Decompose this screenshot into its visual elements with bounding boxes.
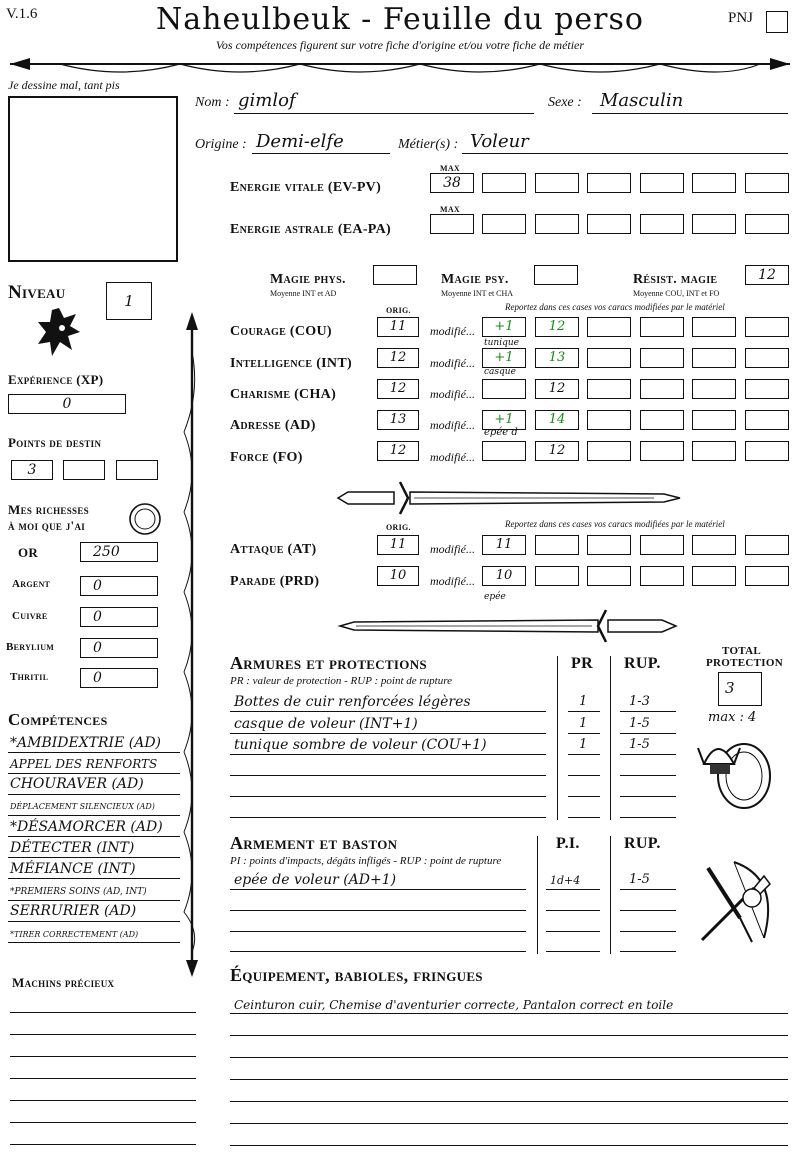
armures-rup-header: RUP. xyxy=(624,655,661,672)
sexe-label: Sexe : xyxy=(548,95,582,110)
courage-orig-box[interactable] xyxy=(377,317,419,337)
ea-max-label: MAX xyxy=(440,205,461,214)
experience-label: Expérience (XP) xyxy=(8,372,104,387)
metier-line xyxy=(462,153,788,154)
combat-box[interactable] xyxy=(745,535,789,555)
ea-box[interactable] xyxy=(587,214,631,234)
courage-mod-value: +1 xyxy=(494,319,514,334)
competence-item[interactable]: CHOURAVER (AD) xyxy=(10,776,144,792)
ea-box[interactable] xyxy=(692,214,736,234)
carac-box[interactable] xyxy=(745,317,789,337)
ea-box[interactable] xyxy=(640,214,684,234)
armement-divider xyxy=(537,836,538,954)
armure-line xyxy=(568,711,600,712)
resist-magie-label: Résist. magie xyxy=(633,272,718,287)
combat-box[interactable] xyxy=(587,566,631,586)
metier-label: Métier(s) : xyxy=(398,137,459,152)
armure-row-pr[interactable]: 1 xyxy=(579,737,588,752)
parade-orig-value: 10 xyxy=(389,568,407,583)
magie-psy-sub: Moyenne INT et CHA xyxy=(441,289,514,298)
armures-divider xyxy=(557,656,558,820)
competence-line xyxy=(8,815,180,816)
intelligence-final-box[interactable] xyxy=(535,348,579,368)
pnj-checkbox[interactable] xyxy=(766,11,788,33)
combat-note: Reportez dans ces cases vos caracs modifiées par le matériel xyxy=(505,519,725,529)
parade-mod-box[interactable] xyxy=(482,566,526,586)
armure-row-pr[interactable]: 1 xyxy=(579,694,588,709)
ev-box[interactable] xyxy=(692,173,736,193)
courage-final-box[interactable] xyxy=(535,317,579,337)
niveau-value: 1 xyxy=(124,292,134,310)
berylium-box[interactable] xyxy=(80,638,158,658)
armure-line xyxy=(568,796,600,797)
or-value: 250 xyxy=(93,544,120,560)
destin-box[interactable] xyxy=(63,460,105,480)
carac-box[interactable] xyxy=(640,441,684,461)
or-label: OR xyxy=(18,545,39,560)
carac-box[interactable] xyxy=(692,379,736,399)
carac-box[interactable] xyxy=(587,410,631,430)
competence-item[interactable]: *TIRER CORRECTEMENT (AD) xyxy=(10,930,139,939)
competence-item[interactable]: SERRURIER (AD) xyxy=(10,903,137,919)
armure-line xyxy=(230,775,546,776)
cuivre-value: 0 xyxy=(93,609,102,625)
force-mod-box[interactable] xyxy=(482,441,526,461)
total-protection-label-2: PROTECTION xyxy=(706,657,783,669)
armures-sub: PR : valeur de protection - RUP : point de rupture xyxy=(230,675,452,687)
ev-box[interactable] xyxy=(587,173,631,193)
armure-row-pr[interactable]: 1 xyxy=(579,716,588,731)
arme-row-pi[interactable]: 1d+4 xyxy=(550,874,581,887)
competence-item[interactable]: *AMBIDEXTRIE (AD) xyxy=(10,735,162,751)
competence-item[interactable]: DÉPLACEMENT SILENCIEUX (AD) xyxy=(10,802,155,811)
armure-line xyxy=(620,754,676,755)
metier-value[interactable]: Voleur xyxy=(470,131,529,152)
combat-orig-label: ORIG. xyxy=(386,523,411,532)
machins-title: Machins précieux xyxy=(12,975,115,990)
force-label: Force (FO) xyxy=(230,450,303,465)
ev-max-value: 38 xyxy=(443,175,461,191)
origine-value[interactable]: Demi-elfe xyxy=(256,131,344,152)
equipement-line xyxy=(230,1057,788,1058)
armure-line xyxy=(230,733,546,734)
armure-row-rup[interactable]: 1-5 xyxy=(629,737,650,752)
armure-line xyxy=(568,754,600,755)
cuivre-label: Cuivre xyxy=(12,610,48,622)
equipement-line xyxy=(230,1123,788,1124)
equipement-line xyxy=(230,1079,788,1080)
carac-box[interactable] xyxy=(692,410,736,430)
or-box[interactable] xyxy=(80,542,158,562)
total-protection-label: TOTAL xyxy=(722,645,761,657)
competence-item[interactable]: DÉTECTER (INT) xyxy=(10,840,135,856)
combat-box[interactable] xyxy=(692,535,736,555)
sexe-value[interactable]: Masculin xyxy=(600,90,684,111)
carac-box[interactable] xyxy=(587,317,631,337)
weapons-icon xyxy=(694,858,784,950)
machins-line xyxy=(10,1100,196,1101)
modifie-label: modifié... xyxy=(430,387,475,401)
arme-line xyxy=(230,889,526,890)
adresse-final-box[interactable] xyxy=(535,410,579,430)
competence-line xyxy=(8,942,180,943)
competences-title: Compétences xyxy=(8,710,108,729)
armure-line xyxy=(620,711,676,712)
arme-line xyxy=(546,889,600,890)
argent-box[interactable] xyxy=(80,576,158,596)
combat-box[interactable] xyxy=(640,535,684,555)
nom-line xyxy=(234,113,534,114)
cuivre-box[interactable] xyxy=(80,607,158,627)
sword-ornament-icon xyxy=(336,606,682,646)
armure-row-name[interactable]: casque de voleur (INT+1) xyxy=(234,716,418,732)
adresse-label: Adresse (AD) xyxy=(230,418,316,433)
resist-magie-box[interactable] xyxy=(745,265,789,285)
ev-box[interactable] xyxy=(640,173,684,193)
charisme-final-box[interactable] xyxy=(535,379,579,399)
berylium-value: 0 xyxy=(93,640,102,656)
helmet-shield-icon xyxy=(694,728,774,812)
carac-box[interactable] xyxy=(640,348,684,368)
arme-row-rup[interactable]: 1-5 xyxy=(629,872,650,887)
equipement-line-text[interactable]: Ceinturon cuir, Chemise d'aventurier correcte, Pantalon correct en toile xyxy=(234,998,674,1012)
caracs-orig-label: ORIG. xyxy=(386,306,411,315)
destin-label: Points de destin xyxy=(8,435,102,450)
pnj-label: PNJ xyxy=(728,10,754,26)
arme-line xyxy=(620,951,676,952)
adresse-mod-note: epée d xyxy=(484,427,518,438)
nom-value[interactable]: gimlof xyxy=(238,90,296,111)
carac-box[interactable] xyxy=(640,379,684,399)
version-label: V.1.6 xyxy=(6,6,38,22)
carac-box[interactable] xyxy=(587,348,631,368)
arme-line xyxy=(620,931,676,932)
force-final-value: 12 xyxy=(548,443,566,458)
armure-row-rup[interactable]: 1-3 xyxy=(629,694,650,709)
machins-line xyxy=(10,1144,196,1145)
equipement-line xyxy=(230,1013,788,1014)
ev-label: Energie vitale (EV-PV) xyxy=(230,180,382,195)
armure-line xyxy=(230,796,546,797)
intelligence-mod-box[interactable] xyxy=(482,348,526,368)
parade-final-value: 10 xyxy=(495,568,513,583)
vertical-spear-ornament xyxy=(180,312,204,977)
carac-box[interactable] xyxy=(692,317,736,337)
carac-box[interactable] xyxy=(692,441,736,461)
equipement-title: Équipement, babioles, fringues xyxy=(230,965,483,985)
argent-label: Argent xyxy=(12,578,51,590)
combat-box[interactable] xyxy=(692,566,736,586)
nom-label: Nom : xyxy=(195,95,230,110)
arme-line xyxy=(230,910,526,911)
origine-line xyxy=(252,153,390,154)
arme-row-name[interactable]: epée de voleur (AD+1) xyxy=(234,872,397,888)
intelligence-label: Intelligence (INT) xyxy=(230,356,352,371)
courage-final-value: 12 xyxy=(548,319,566,334)
total-protection-box[interactable] xyxy=(718,672,762,706)
niveau-label: Niveau xyxy=(8,282,66,303)
ea-label: Energie astrale (EA-PA) xyxy=(230,222,391,237)
courage-mod-note: tunique xyxy=(484,338,519,348)
force-orig-box[interactable] xyxy=(377,441,419,461)
attaque-label: Attaque (AT) xyxy=(230,542,317,557)
armure-line xyxy=(620,817,676,818)
intelligence-orig-value: 12 xyxy=(389,350,407,365)
armement-divider xyxy=(610,836,611,954)
armure-line xyxy=(620,775,676,776)
experience-box[interactable] xyxy=(8,394,126,414)
berylium-label: Berylium xyxy=(6,641,55,653)
machins-line xyxy=(10,1012,196,1013)
armures-title: Armures et protections xyxy=(230,653,427,673)
charisme-label: Charisme (CHA) xyxy=(230,387,337,402)
machins-line xyxy=(10,1034,196,1035)
arme-line xyxy=(230,951,526,952)
parade-label: Parade (PRD) xyxy=(230,574,320,589)
modifie-label: modifié... xyxy=(430,356,475,370)
arme-line xyxy=(546,951,600,952)
modifie-label: modifié... xyxy=(430,324,475,338)
magie-phys-label: Magie phys. xyxy=(270,272,346,287)
equipement-line xyxy=(230,1145,788,1146)
competence-item[interactable]: *DÉSAMORCER (AD) xyxy=(10,819,163,835)
argent-value: 0 xyxy=(93,578,102,594)
competence-line xyxy=(8,836,180,837)
charisme-orig-box[interactable] xyxy=(377,379,419,399)
competence-item[interactable]: MÉFIANCE (INT) xyxy=(10,861,136,877)
attaque-orig-box[interactable] xyxy=(377,535,419,555)
caracs-note: Reportez dans ces cases vos caracs modifiées par le matériel xyxy=(505,302,725,312)
armure-line xyxy=(620,796,676,797)
intelligence-orig-box[interactable] xyxy=(377,348,419,368)
arme-line xyxy=(546,931,600,932)
ea-box[interactable] xyxy=(482,214,526,234)
adresse-orig-box[interactable] xyxy=(377,410,419,430)
armure-line xyxy=(620,733,676,734)
courage-orig-value: 11 xyxy=(389,319,407,334)
magie-psy-box[interactable] xyxy=(534,265,578,285)
arme-line xyxy=(620,910,676,911)
competence-line xyxy=(8,878,180,879)
carac-box[interactable] xyxy=(745,441,789,461)
intelligence-final-value: 13 xyxy=(548,350,566,365)
adresse-final-value: 14 xyxy=(548,412,566,427)
competence-item[interactable]: APPEL DES RENFORTS xyxy=(10,757,158,771)
ev-box[interactable] xyxy=(745,173,789,193)
parade-orig-box[interactable] xyxy=(377,566,419,586)
combat-box[interactable] xyxy=(640,566,684,586)
page-title: Naheulbeuk - Feuille du perso xyxy=(156,2,644,37)
ea-box[interactable] xyxy=(745,214,789,234)
arme-line xyxy=(620,889,676,890)
parade-note: epée xyxy=(484,592,506,602)
page-subtitle: Vos compétences figurent sur votre fiche d'origine et/ou votre fiche de métier xyxy=(215,38,585,52)
armure-line xyxy=(230,817,546,818)
charisme-final-value: 12 xyxy=(548,381,566,396)
thritil-value: 0 xyxy=(93,670,102,686)
force-final-box[interactable] xyxy=(535,441,579,461)
armure-row-rup[interactable]: 1-5 xyxy=(629,716,650,731)
combat-box[interactable] xyxy=(745,566,789,586)
portrait-box[interactable] xyxy=(8,96,178,262)
dragon-icon xyxy=(34,304,84,362)
ev-box[interactable] xyxy=(482,173,526,193)
armures-pr-header: PR xyxy=(571,655,593,672)
courage-label: Courage (COU) xyxy=(230,324,332,339)
machins-line xyxy=(10,1122,196,1123)
experience-value: 0 xyxy=(62,396,72,412)
armement-title: Armement et baston xyxy=(230,833,398,853)
competence-line xyxy=(8,900,180,901)
adresse-mod-value: +1 xyxy=(494,412,514,427)
destin-value: 3 xyxy=(27,462,37,478)
resist-magie-value: 12 xyxy=(758,267,776,283)
competence-line xyxy=(8,921,180,922)
resist-magie-sub: Moyenne COU, INT et FO xyxy=(633,289,720,298)
competence-line xyxy=(8,857,180,858)
armure-row-name[interactable]: Bottes de cuir renforcées légères xyxy=(234,694,471,710)
carac-box[interactable] xyxy=(745,379,789,399)
carac-box[interactable] xyxy=(640,410,684,430)
thritil-box[interactable] xyxy=(80,668,158,688)
magie-phys-sub: Moyenne INT et AD xyxy=(270,289,337,298)
attaque-final-value: 11 xyxy=(495,537,513,552)
carac-box[interactable] xyxy=(745,410,789,430)
equipement-line xyxy=(230,1101,788,1102)
header-spear-ornament xyxy=(0,52,800,82)
carac-box[interactable] xyxy=(587,379,631,399)
ev-max-box[interactable] xyxy=(430,173,474,193)
modifie-label: modifié... xyxy=(430,542,475,556)
carac-box[interactable] xyxy=(640,317,684,337)
ev-max-label: MAX xyxy=(440,164,461,173)
modifie-label: modifié... xyxy=(430,450,475,464)
armure-line xyxy=(230,711,546,712)
armure-row-name[interactable]: tunique sombre de voleur (COU+1) xyxy=(234,737,487,753)
armement-sub: PI : points d'impacts, dégâts infligés - RUP : point de rupture xyxy=(230,855,502,867)
armement-pi-header: P.I. xyxy=(556,835,580,852)
competence-item[interactable]: *PREMIERS SOINS (AD, INT) xyxy=(10,887,147,897)
attaque-orig-value: 11 xyxy=(389,537,407,552)
courage-mod-box[interactable] xyxy=(482,317,526,337)
armure-line xyxy=(568,817,600,818)
sword-ornament-icon xyxy=(334,478,684,518)
thritil-label: Thritil xyxy=(10,671,49,683)
combat-box[interactable] xyxy=(587,535,631,555)
intelligence-mod-note: casque xyxy=(484,367,516,377)
attaque-mod-box[interactable] xyxy=(482,535,526,555)
equipement-line xyxy=(230,1035,788,1036)
ea-max-box[interactable] xyxy=(430,214,474,234)
max-protection: max : 4 xyxy=(708,710,757,725)
machins-line xyxy=(10,1078,196,1079)
total-protection-value: 3 xyxy=(725,679,735,697)
combat-box[interactable] xyxy=(535,566,579,586)
armure-line xyxy=(568,775,600,776)
modifie-label: modifié... xyxy=(430,574,475,588)
force-orig-value: 12 xyxy=(389,443,407,458)
competence-line xyxy=(8,773,180,774)
magie-psy-label: Magie psy. xyxy=(441,272,509,287)
niveau-box[interactable] xyxy=(106,282,152,320)
destin-box[interactable] xyxy=(116,460,158,480)
magie-phys-box[interactable] xyxy=(373,265,417,285)
intelligence-mod-value: +1 xyxy=(494,350,514,365)
charisme-mod-box[interactable] xyxy=(482,379,526,399)
armement-rup-header: RUP. xyxy=(624,835,661,852)
competence-line xyxy=(8,752,180,753)
armures-divider xyxy=(610,656,611,820)
armure-line xyxy=(568,733,600,734)
origine-label: Origine : xyxy=(195,137,247,152)
ea-box[interactable] xyxy=(535,214,579,234)
coin-icon xyxy=(128,502,162,536)
ev-box[interactable] xyxy=(535,173,579,193)
richesses-label: Mes richesses xyxy=(8,502,89,517)
modifie-label: modifié... xyxy=(430,418,475,432)
charisme-orig-value: 12 xyxy=(389,381,407,396)
carac-box[interactable] xyxy=(587,441,631,461)
combat-box[interactable] xyxy=(535,535,579,555)
carac-box[interactable] xyxy=(692,348,736,368)
competence-line xyxy=(8,794,180,795)
arme-line xyxy=(546,910,600,911)
arme-line xyxy=(230,931,526,932)
richesses-label-2: à moi que j'ai xyxy=(8,518,86,533)
carac-box[interactable] xyxy=(745,348,789,368)
sexe-line xyxy=(592,113,788,114)
destin-box[interactable] xyxy=(11,460,53,480)
portrait-caption: Je dessine mal, tant pis xyxy=(8,78,120,92)
machins-line xyxy=(10,1056,196,1057)
armure-line xyxy=(230,754,546,755)
adresse-orig-value: 13 xyxy=(389,412,407,427)
